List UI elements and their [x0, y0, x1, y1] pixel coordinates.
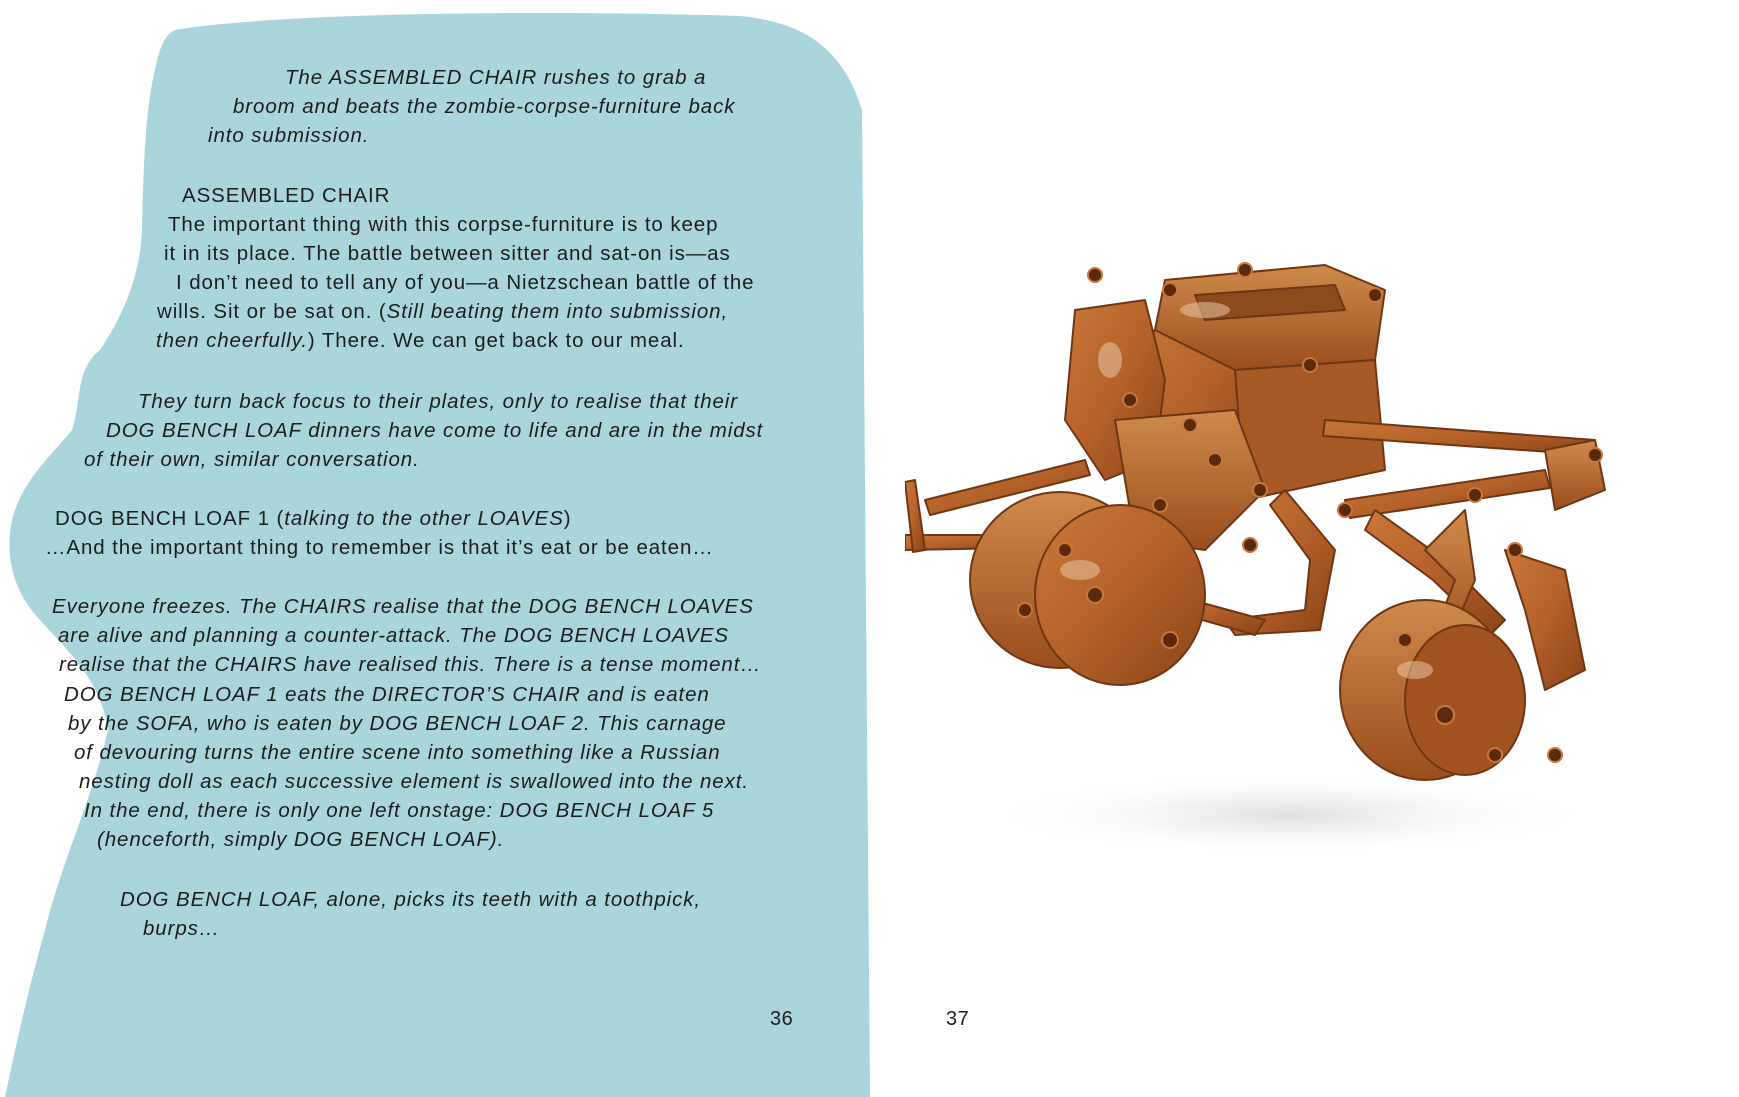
stage-direction-line: DOG BENCH LOAF, alone, picks its teeth with a toothpick, [120, 888, 701, 911]
dialogue-text: ) There. We can get back to our meal. [307, 329, 685, 352]
stage-direction-line: are alive and planning a counter-attack. The DOG BENCH LOAVES [58, 624, 729, 647]
stage-direction-line: They turn back focus to their plates, only to realise that their [138, 390, 738, 413]
speaker-name: ASSEMBLED CHAIR [182, 184, 391, 207]
speaker-name [55, 504, 572, 533]
parenthetical-direction: then cheerfully. [156, 329, 308, 352]
dialogue-line [157, 297, 728, 326]
speaker-label: DOG BENCH LOAF 1 ( [55, 507, 285, 530]
stage-direction-line: of their own, similar conversation. [84, 448, 420, 471]
stage-direction-line: The ASSEMBLED CHAIR rushes to grab a [285, 66, 707, 89]
stage-direction-line: broom and beats the zombie-corpse-furniture back [233, 95, 736, 118]
close-paren: ) [563, 507, 572, 530]
stage-direction-line: DOG BENCH LOAF dinners have come to life and are in the midst [106, 419, 764, 442]
parenthetical-direction: talking to the other LOAVES [284, 507, 564, 530]
dialogue-line: …And the important thing to remember is that it’s eat or be eaten… [45, 536, 714, 559]
dialogue-line [156, 326, 685, 355]
parenthetical-direction: Still beating them into submission, [386, 300, 729, 323]
stage-direction-line: (henceforth, simply DOG BENCH LOAF). [97, 828, 505, 851]
dialogue-line: The important thing with this corpse-furniture is to keep [168, 213, 719, 236]
page-number-left: 36 [770, 1008, 794, 1030]
dialogue-text: wills. Sit or be sat on. ( [157, 300, 387, 323]
stage-direction-line: DOG BENCH LOAF 1 eats the DIRECTOR’S CHAIR and is eaten [64, 683, 710, 706]
dialogue-line: it in its place. The battle between sitter and sat-on is—as [164, 242, 731, 265]
stage-direction-line: nesting doll as each successive element is swallowed into the next. [79, 770, 749, 793]
dialogue-line: I don’t need to tell any of you—a Nietzschean battle of the [176, 271, 755, 294]
stage-direction-line: realise that the CHAIRS have realised this. There is a tense moment… [59, 653, 762, 676]
stage-direction-line: into submission. [208, 124, 370, 147]
page-number-right: 37 [946, 1008, 970, 1030]
stage-direction-line: of devouring turns the entire scene into something like a Russian [74, 741, 721, 764]
stage-direction-line: by the SOFA, who is eaten by DOG BENCH LOAF 2. This carnage [68, 712, 727, 735]
stage-direction-line: burps… [143, 917, 221, 940]
stage-direction-line: In the end, there is only one left onstage: DOG BENCH LOAF 5 [84, 799, 715, 822]
rusted-sculpture-image [905, 250, 1685, 870]
stage-direction-line: Everyone freezes. The CHAIRS realise that the DOG BENCH LOAVES [52, 595, 754, 618]
